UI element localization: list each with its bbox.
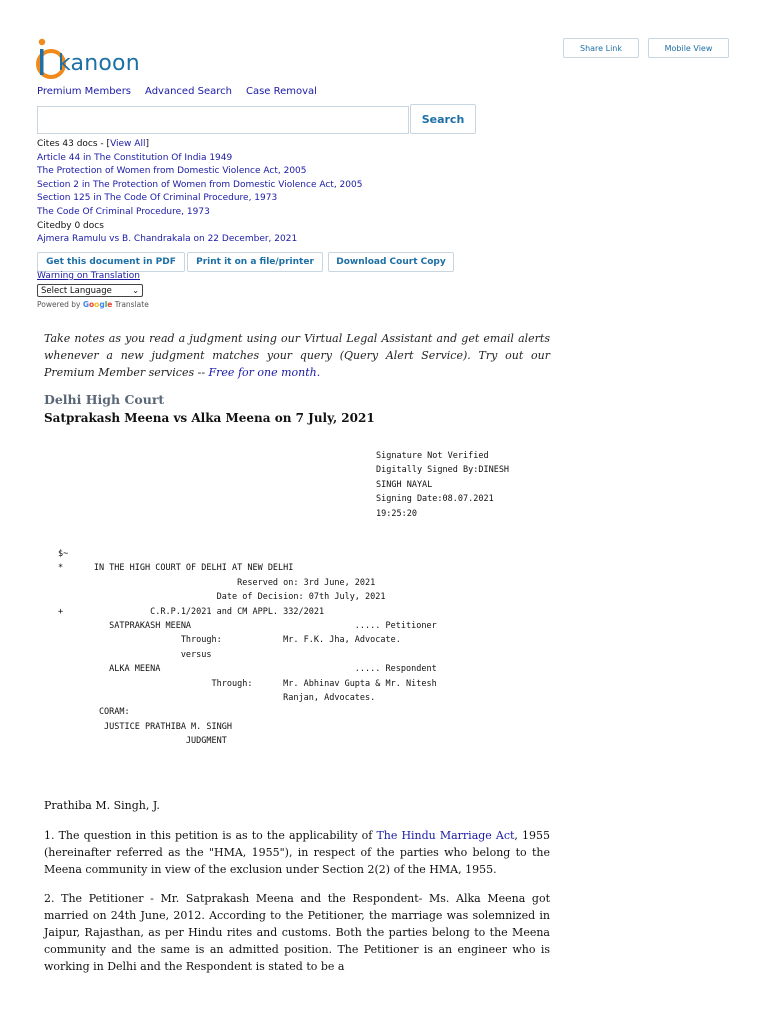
- view-all-link[interactable]: View All: [110, 139, 146, 149]
- cite-link[interactable]: Article 44 in The Constitution Of India 1949: [37, 152, 233, 163]
- logo-text: kanoon: [58, 51, 140, 76]
- search-input[interactable]: [37, 106, 409, 134]
- cites-section: [37, 138, 362, 247]
- court-name: Delhi High Court: [44, 392, 165, 407]
- paragraph-2: 2. The Petitioner - Mr. Satprakash Meena and the Respondent- Ms. Alka Meena got married on 24th June, 2012. According to the Petitioner, the marriage was solemnized in Jaipur, Rajasthan, as per Hindu rites and customs. Both the parties belong to the Meena community and the same is an admitted position. The Petitioner is an engineer who is working in Delhi and the Respondent is stated to be a: [44, 892, 550, 973]
- hindu-marriage-act-link[interactable]: The Hindu Marriage Act: [376, 829, 515, 842]
- kanoon-logo[interactable]: [36, 37, 151, 83]
- powered-by-google: Powered by Google Translate: [37, 300, 149, 309]
- paragraph-1: 1. The question in this petition is as to the applicability of The Hindu Marriage Act, 1955 (hereinafter referred as the "HMA, 1955"), in respect of the parties who belong to the Meena community in view of the exclusion under Section 2(2) of the HMA, 1955.: [44, 829, 550, 876]
- citedby-header: Citedby 0 docs: [37, 220, 104, 231]
- signature-block: Signature Not Verified Digitally Signed By:DINESH SINGH NAYAL Signing Date:08.07.2021 19:25:20: [376, 451, 510, 519]
- top-nav: [37, 86, 317, 97]
- cite-link[interactable]: Section 2 in The Protection of Women from Domestic Violence Act, 2005: [37, 179, 363, 190]
- chevron-down-icon: ⌄: [132, 286, 139, 295]
- google-wordmark: Google: [82, 300, 113, 309]
- language-select-value: Select Language: [41, 285, 112, 296]
- cite-link[interactable]: The Code Of Criminal Procedure, 1973: [37, 206, 210, 217]
- judgment-author: Prathiba M. Singh, J.: [44, 799, 160, 812]
- nav-case-removal[interactable]: Case Removal: [245, 86, 317, 97]
- cite-link[interactable]: The Protection of Women from Domestic Violence Act, 2005: [37, 166, 307, 177]
- share-link-button[interactable]: Share Link: [563, 38, 639, 58]
- free-trial-link[interactable]: Free for one month.: [208, 366, 321, 379]
- citedby-link[interactable]: Ajmera Ramulu vs B. Chandrakala on 22 December, 2021: [37, 234, 298, 245]
- download-court-copy-button[interactable]: Download Court Copy: [328, 252, 454, 272]
- language-select[interactable]: [37, 284, 143, 297]
- premium-promo: Take notes as you read a judgment using our Virtual Legal Assistant and get email alerts whenever a new judgment matches your query (Query Alert Service). Try out our Premium Member services -- Free for one month.: [44, 332, 550, 379]
- cites-header: Cites 43 docs - [View All]: [37, 139, 149, 149]
- print-button[interactable]: Print it on a file/printer: [187, 252, 323, 272]
- document-title: Satprakash Meena vs Alka Meena on 7 July, 2021: [44, 411, 375, 425]
- mobile-view-button[interactable]: Mobile View: [648, 38, 729, 58]
- cite-link[interactable]: Section 125 in The Code Of Criminal Procedure, 1973: [37, 193, 278, 204]
- warning-translation-link[interactable]: Warning on Translation: [37, 271, 140, 281]
- get-pdf-button[interactable]: Get this document in PDF: [37, 252, 185, 272]
- search-button[interactable]: Search: [410, 104, 476, 134]
- nav-premium-members[interactable]: Premium Members: [37, 86, 132, 97]
- nav-advanced-search[interactable]: Advanced Search: [145, 86, 232, 97]
- case-preamble: $~ * IN THE HIGH COURT OF DELHI AT NEW DELHI Reserved on: 3rd June, 2021 Date of Decision: 07th July, 2021 + C.R.P.1/2021 and CM APPL. 332/2021 SATPRAKASH MEENA ..... Petitioner Through: Mr. F.K. Jha, Advocate. versus ALKA MEENA ..... Respondent Through: Mr. Abhinav Gupta & Mr. Nitesh Ranjan, Advocates. CORAM: JUSTICE PRATHIBA M. SINGH JUDGMENT: [58, 549, 437, 747]
